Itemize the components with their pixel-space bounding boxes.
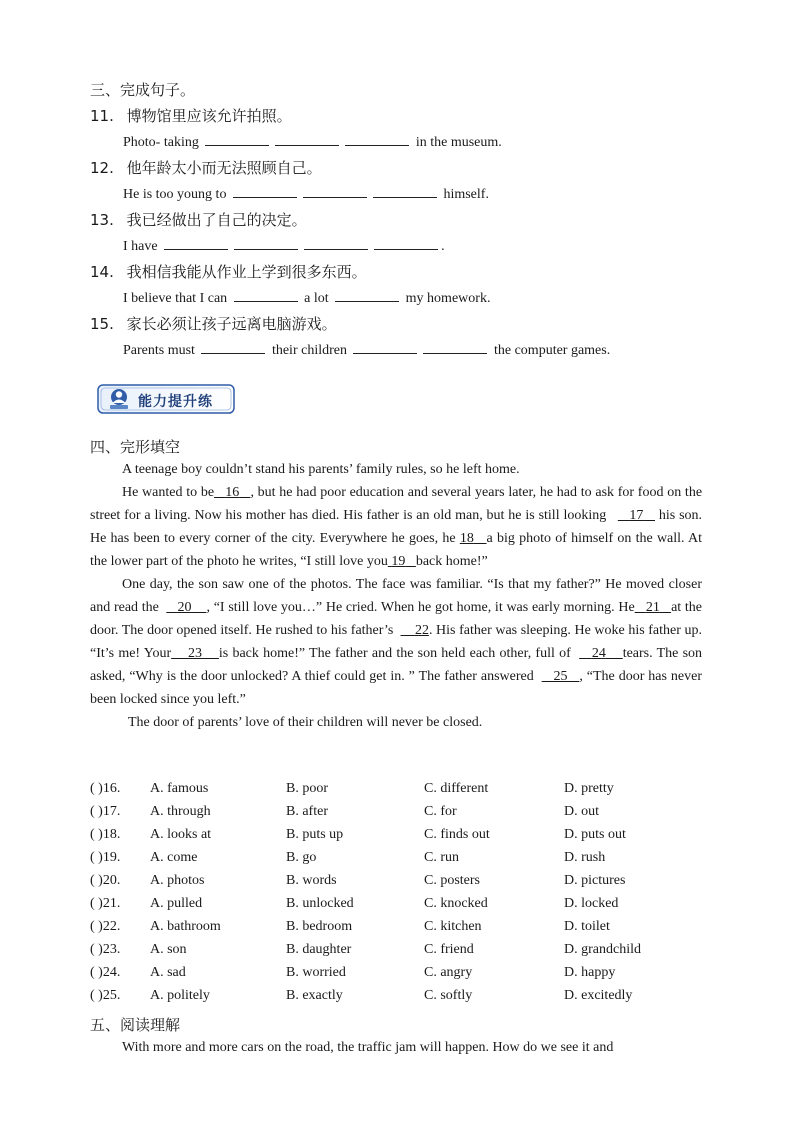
question-number: ( )25.: [90, 988, 121, 1003]
option-choice-c[interactable]: C. finds out: [424, 827, 490, 842]
ability-improvement-badge: [96, 381, 238, 417]
option-choice-b[interactable]: B. worried: [286, 965, 346, 980]
cloze-text: back home!”: [415, 554, 488, 569]
blank-number: 16: [225, 485, 240, 500]
answer-blank[interactable]: [201, 341, 265, 354]
cloze-text: He wanted to be: [122, 485, 215, 500]
option-row: [90, 827, 710, 847]
cloze-text: , “I still love you…” He cried. When he got home, it was early morning. He: [206, 600, 635, 615]
option-choice-a[interactable]: A. famous: [150, 781, 209, 796]
answer-blank[interactable]: [335, 289, 399, 302]
q12-cn-text: 他年龄太小而无法照顾自己。: [126, 159, 322, 177]
blank-number: 20: [177, 600, 192, 615]
option-choice-c[interactable]: C. softly: [424, 988, 473, 1003]
option-row: [90, 896, 710, 916]
question-number: ( )19.: [90, 850, 121, 865]
option-row: [90, 965, 710, 985]
cloze-text: his son. He has been to every corner of the city. Everywhere he goes, he: [90, 508, 703, 546]
section4-title: 四、完形填空: [90, 438, 181, 456]
option-choice-d[interactable]: D. pictures: [564, 873, 626, 888]
q15-part: Parents must: [123, 343, 195, 358]
answer-blank[interactable]: [303, 185, 367, 198]
option-choice-a[interactable]: A. bathroom: [150, 919, 221, 934]
answer-blank[interactable]: [374, 237, 438, 250]
blank-21[interactable]: [635, 600, 671, 615]
badge-label: 能力提升练: [138, 394, 213, 410]
option-choice-a[interactable]: A. son: [150, 942, 187, 957]
q15-number: 15.: [90, 315, 114, 333]
option-choice-c[interactable]: C. different: [424, 781, 489, 796]
option-choice-d[interactable]: D. happy: [564, 965, 616, 980]
q14-part: my homework.: [405, 291, 491, 306]
option-choice-c[interactable]: C. posters: [424, 873, 480, 888]
option-choice-c[interactable]: C. angry: [424, 965, 473, 980]
q11-part: Photo- taking: [123, 135, 199, 150]
option-choice-d[interactable]: D. pretty: [564, 781, 614, 796]
option-row: [90, 781, 710, 801]
question-number: ( )20.: [90, 873, 121, 888]
blank-17[interactable]: [618, 508, 655, 523]
q13-part: .: [441, 239, 445, 254]
q15-sentence: [123, 341, 610, 359]
q12-sentence: [123, 185, 489, 203]
q15-chinese: [90, 313, 337, 334]
option-row: [90, 988, 710, 1008]
question-number: ( )16.: [90, 781, 121, 796]
cloze-text: tears. The son asked, “Why is the door unlocked? A thief could get in. ” The father answered: [90, 646, 703, 684]
section3-title: 三、完成句子。: [90, 81, 196, 99]
reading-passage: [90, 1036, 702, 1059]
q13-sentence: [123, 237, 445, 255]
option-choice-d[interactable]: D. grandchild: [564, 942, 641, 957]
q14-cn-text: 我相信我能从作业上学到很多东西。: [126, 263, 367, 281]
blank-number: 18: [459, 531, 474, 546]
option-row: [90, 919, 710, 939]
q14-sentence: [123, 289, 490, 307]
answer-blank[interactable]: [233, 185, 297, 198]
section5-title: 五、阅读理解: [90, 1016, 181, 1034]
cloze-text: , but he had poor education and several years later, he had to ask for food on the street for a living. Now his mother has died. His father is an old man, but he is still looking: [90, 485, 703, 523]
option-choice-b[interactable]: B. go: [286, 850, 317, 865]
blank-22[interactable]: [401, 623, 429, 638]
question-number: ( )24.: [90, 965, 121, 980]
answer-blank[interactable]: [275, 133, 339, 146]
option-choice-b[interactable]: B. words: [286, 873, 337, 888]
option-choice-b[interactable]: B. unlocked: [286, 896, 354, 911]
blank-number: 22: [414, 623, 429, 638]
option-choice-d[interactable]: D. toilet: [564, 919, 610, 934]
option-choice-a[interactable]: A. through: [150, 804, 211, 819]
blank-number: 23: [188, 646, 203, 661]
option-choice-c[interactable]: C. run: [424, 850, 459, 865]
option-choice-a[interactable]: A. pulled: [150, 896, 203, 911]
answer-blank[interactable]: [373, 185, 437, 198]
answer-blank[interactable]: [164, 237, 228, 250]
q15-cn-text: 家长必须让孩子远离电脑游戏。: [126, 315, 337, 333]
answer-blank[interactable]: [234, 289, 298, 302]
cloze-text: is back home!” The father and the son held each other, full of: [218, 646, 571, 661]
option-choice-d[interactable]: D. excitedly: [564, 988, 633, 1003]
q12-part: He is too young to: [123, 187, 227, 202]
option-choice-d[interactable]: D. locked: [564, 896, 619, 911]
option-row: [90, 804, 710, 824]
q11-cn-text: 博物馆里应该允许拍照。: [126, 107, 292, 125]
q12-chinese: [90, 157, 322, 178]
blank-number: 17: [629, 508, 644, 523]
answer-blank[interactable]: [234, 237, 298, 250]
blank-number: 25: [553, 669, 568, 684]
cloze-passage: [90, 458, 702, 734]
option-choice-b[interactable]: B. daughter: [286, 942, 352, 957]
cloze-text: One day, the son saw one of the photos. The face was familiar. “Is that my father?” He moved closer and read the: [90, 577, 702, 615]
option-row: [90, 942, 710, 962]
question-number: ( )17.: [90, 804, 121, 819]
cloze-text: . His father was sleeping. He woke his father up. “It’s me! Your: [90, 623, 703, 661]
cloze-p4: The door of parents’ love of their children will never be closed.: [128, 715, 483, 730]
option-choice-a[interactable]: A. come: [150, 850, 198, 865]
blank-18[interactable]: [460, 531, 487, 546]
q15-part: the computer games.: [493, 343, 611, 358]
question-number: ( )22.: [90, 919, 121, 934]
q11-part: in the museum.: [415, 135, 502, 150]
option-choice-b[interactable]: B. after: [286, 804, 328, 819]
q14-part: I believe that I can: [123, 291, 228, 306]
option-choice-d[interactable]: D. puts out: [564, 827, 626, 842]
cloze-text: at the door. The door opened itself. He rushed to his father’s: [90, 600, 703, 638]
question-number: ( )18.: [90, 827, 121, 842]
option-choice-b[interactable]: B. poor: [286, 781, 328, 796]
option-row: [90, 873, 710, 893]
cloze-text: , “The door has never been locked since you left.”: [90, 669, 703, 707]
q14-number: 14.: [90, 263, 114, 281]
option-choice-c[interactable]: C. kitchen: [424, 919, 482, 934]
answer-blank[interactable]: [345, 133, 409, 146]
option-choice-d[interactable]: D. out: [564, 804, 599, 819]
q13-chinese: [90, 209, 307, 230]
option-row: [90, 850, 710, 870]
option-choice-b[interactable]: B. bedroom: [286, 919, 353, 934]
blank-number: 24: [591, 646, 606, 661]
q11-sentence: [123, 133, 502, 151]
q14-part: a lot: [304, 291, 329, 306]
option-choice-c[interactable]: C. knocked: [424, 896, 488, 911]
person-icon: [110, 389, 128, 407]
q15-part: their children: [271, 343, 347, 358]
q11-number: 11.: [90, 107, 114, 125]
blank-20[interactable]: [166, 600, 206, 615]
reading-p1: With more and more cars on the road, the traffic jam will happen. How do we see it and: [122, 1040, 614, 1055]
option-choice-b[interactable]: B. puts up: [286, 827, 344, 842]
option-choice-c[interactable]: C. friend: [424, 942, 474, 957]
answer-blank[interactable]: [423, 341, 487, 354]
q13-number: 13.: [90, 211, 114, 229]
blank-16[interactable]: [214, 485, 250, 500]
blank-24[interactable]: [579, 646, 623, 661]
blank-23[interactable]: [171, 646, 219, 661]
q11-chinese: [90, 105, 292, 126]
option-choice-d[interactable]: D. rush: [564, 850, 606, 865]
blank-25[interactable]: [542, 669, 580, 684]
q12-part: himself.: [443, 187, 489, 202]
cloze-p3: [90, 573, 702, 711]
option-choice-a[interactable]: A. photos: [150, 873, 205, 888]
option-choice-b[interactable]: B. exactly: [286, 988, 343, 1003]
blank-number: 21: [645, 600, 660, 615]
blank-number: 19: [391, 554, 406, 569]
cloze-p2: [90, 481, 702, 573]
q12-number: 12.: [90, 159, 114, 177]
option-choice-a[interactable]: A. politely: [150, 988, 210, 1003]
option-choice-c[interactable]: C. for: [424, 804, 457, 819]
cloze-text: a big photo of himself on the wall. At the lower part of the photo he writes, “I still love you: [90, 531, 703, 569]
question-number: ( )23.: [90, 942, 121, 957]
blank-19[interactable]: [388, 554, 416, 569]
question-number: ( )21.: [90, 896, 121, 911]
cloze-p1: A teenage boy couldn’t stand his parents’ family rules, so he left home.: [122, 462, 520, 477]
answer-blank[interactable]: [353, 341, 417, 354]
option-choice-a[interactable]: A. sad: [150, 965, 186, 980]
q13-part: I have: [123, 239, 158, 254]
answer-blank[interactable]: [304, 237, 368, 250]
answer-blank[interactable]: [205, 133, 269, 146]
q14-chinese: [90, 261, 367, 282]
option-choice-a[interactable]: A. looks at: [150, 827, 212, 842]
q13-cn-text: 我已经做出了自己的决定。: [126, 211, 307, 229]
